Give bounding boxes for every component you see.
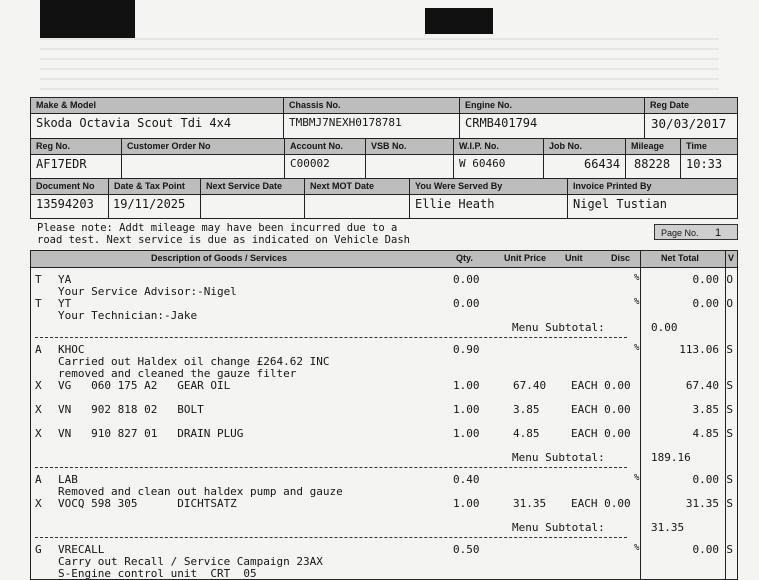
line-qty: 0.50 xyxy=(453,543,480,556)
make-model-value: Skoda Octavia Scout Tdi 4x4 xyxy=(36,116,232,130)
date-label: Date & Tax Point xyxy=(109,179,200,195)
line-net: 31.35 xyxy=(685,497,719,510)
line-code: X xyxy=(35,427,42,440)
reg-date-label: Reg Date xyxy=(645,98,737,114)
line-description: YT xyxy=(58,297,72,310)
line-qty: 0.00 xyxy=(453,297,480,310)
line-vat: S xyxy=(726,343,733,356)
time-value: 10:33 xyxy=(686,157,723,171)
line-code: X xyxy=(35,379,42,392)
section-divider xyxy=(35,337,627,338)
line-description: Your Technician:-Jake xyxy=(58,309,198,322)
docno-value: 13594203 xyxy=(36,197,94,211)
next-mot-label: Next MOT Date xyxy=(305,179,409,195)
col-unit-price: Unit Price xyxy=(504,253,547,263)
engine-label: Engine No. xyxy=(460,98,644,114)
reg-label: Reg No. xyxy=(31,139,121,155)
page-number xyxy=(654,224,738,240)
line-net: 113.06 xyxy=(679,343,719,356)
line-disc: % xyxy=(634,343,640,353)
line-unit: EACH 0.00 xyxy=(571,497,631,510)
line-description: VG 060 175 A2 GEAR OIL xyxy=(58,379,231,392)
docno-label: Document No xyxy=(31,179,108,195)
line-vat: S xyxy=(726,473,733,486)
printed-value: Nigel Tustian xyxy=(573,197,667,211)
account-value: C00002 xyxy=(290,157,330,170)
line-code: T xyxy=(35,273,42,286)
line-description: VRECALL xyxy=(58,543,105,556)
menu-subtotal-label: Menu Subtotal: xyxy=(512,451,605,464)
line-code: G xyxy=(35,543,42,556)
reg-value: AF17EDR xyxy=(36,157,87,171)
line-net: 4.85 xyxy=(692,427,719,440)
section-divider xyxy=(35,537,627,538)
line-unit: EACH 0.00 xyxy=(571,379,631,392)
line-qty: 1.00 xyxy=(453,379,480,392)
menu-subtotal-label: Menu Subtotal: xyxy=(512,521,605,534)
line-net: 0.00 xyxy=(692,297,719,310)
line-code: A xyxy=(35,343,42,356)
next-service-label: Next Service Date xyxy=(201,179,304,195)
line-description: Your Service Advisor:-Nigel xyxy=(58,285,237,298)
section-divider xyxy=(35,467,627,468)
menu-subtotal-value: 189.16 xyxy=(651,451,691,464)
menu-subtotal-value: 31.35 xyxy=(651,521,685,534)
line-vat: O xyxy=(726,273,733,286)
col-disc: Disc xyxy=(611,253,631,263)
line-description: YA xyxy=(58,273,72,286)
line-description: removed and cleaned the gauze filter xyxy=(58,367,297,380)
col-qty: Qty. xyxy=(456,253,473,263)
chassis-value: TMBMJ7NEXH0178781 xyxy=(289,116,402,129)
line-vat: O xyxy=(726,297,733,310)
line-disc: % xyxy=(634,473,640,483)
line-description: VN 902 818 02 BOLT xyxy=(58,403,204,416)
account-label: Account No. xyxy=(285,139,365,155)
document-table xyxy=(30,179,738,219)
line-net: 0.00 xyxy=(692,273,719,286)
line-net: 0.00 xyxy=(692,473,719,486)
line-description: LAB xyxy=(58,473,78,486)
line-vat: S xyxy=(726,543,733,556)
line-description: Carried out Haldex oil change £264.62 INC xyxy=(58,355,330,368)
line-disc: % xyxy=(634,543,640,553)
line-items-header xyxy=(31,251,737,268)
wip-value: W 60460 xyxy=(459,157,506,170)
line-code: T xyxy=(35,297,42,310)
menu-subtotal-label: Menu Subtotal: xyxy=(512,321,605,334)
jobno-value: 66434 xyxy=(584,157,621,171)
mileage-label: Mileage xyxy=(626,139,680,155)
line-unit: EACH 0.00 xyxy=(571,403,631,416)
line-qty: 1.00 xyxy=(453,427,480,440)
wip-label: W.I.P. No. xyxy=(454,139,543,155)
line-items-table xyxy=(30,250,738,580)
line-vat: S xyxy=(726,379,733,392)
line-qty: 0.90 xyxy=(453,343,480,356)
line-description: Removed and clean out haldex pump and gauze xyxy=(58,485,343,498)
line-disc: % xyxy=(634,297,640,307)
col-unit: Unit xyxy=(565,253,583,263)
line-unit-price: 67.40 xyxy=(513,379,547,392)
order-label: Customer Order No xyxy=(122,139,284,155)
line-code: X xyxy=(35,497,42,510)
col-net: Net Total xyxy=(661,253,699,263)
line-vat: S xyxy=(726,403,733,416)
page-value: 1 xyxy=(715,227,722,239)
line-vat: S xyxy=(726,427,733,440)
mileage-value: 88228 xyxy=(634,157,671,171)
line-unit-price: 31.35 xyxy=(513,497,547,510)
line-code: X xyxy=(35,403,42,416)
vsb-label: VSB No. xyxy=(366,139,453,155)
line-qty: 0.40 xyxy=(453,473,480,486)
line-net: 3.85 xyxy=(692,403,719,416)
line-net: 67.40 xyxy=(685,379,719,392)
line-description: KHOC xyxy=(58,343,85,356)
line-unit-price: 3.85 xyxy=(513,403,540,416)
line-vat: S xyxy=(726,497,733,510)
line-description: S-Engine control unit CRT 05 xyxy=(58,567,257,580)
line-disc: % xyxy=(634,273,640,283)
date-value: 19/11/2025 xyxy=(113,197,186,211)
line-description: VN 910 827 01 DRAIN PLUG xyxy=(58,427,244,440)
make-model-label: Make & Model xyxy=(31,98,283,114)
line-qty: 0.00 xyxy=(453,273,480,286)
line-qty: 1.00 xyxy=(453,497,480,510)
line-unit-price: 4.85 xyxy=(513,427,540,440)
chassis-label: Chassis No. xyxy=(284,98,459,114)
col-v: V xyxy=(728,253,735,263)
line-qty: 1.00 xyxy=(453,403,480,416)
served-label: You Were Served By xyxy=(410,179,567,195)
line-net: 0.00 xyxy=(692,543,719,556)
engine-value: CRMB401794 xyxy=(465,116,538,130)
bleed-through-text xyxy=(40,30,719,90)
col-desc: Description of Goods / Services xyxy=(151,253,288,263)
line-unit: EACH 0.00 xyxy=(571,427,631,440)
jobno-label: Job No. xyxy=(544,139,625,155)
job-table xyxy=(30,139,738,179)
vehicle-table xyxy=(30,97,738,139)
line-description: Carry out Recall / Service Campaign 23AX xyxy=(58,555,323,568)
served-value: Ellie Heath xyxy=(415,197,495,211)
mileage-note: Please note: Addt mileage may have been incurred due to a road test. Next service is due as indicated on Vehicle Dash xyxy=(37,222,410,246)
reg-date-value: 30/03/2017 xyxy=(651,116,727,131)
line-code: A xyxy=(35,473,42,486)
page-label: Page No. xyxy=(661,228,699,238)
menu-subtotal-value: 0.00 xyxy=(651,321,678,334)
line-description: VOCQ 598 305 DICHTSATZ xyxy=(58,497,237,510)
printed-label: Invoice Printed By xyxy=(568,179,737,195)
time-label: Time xyxy=(681,139,737,155)
